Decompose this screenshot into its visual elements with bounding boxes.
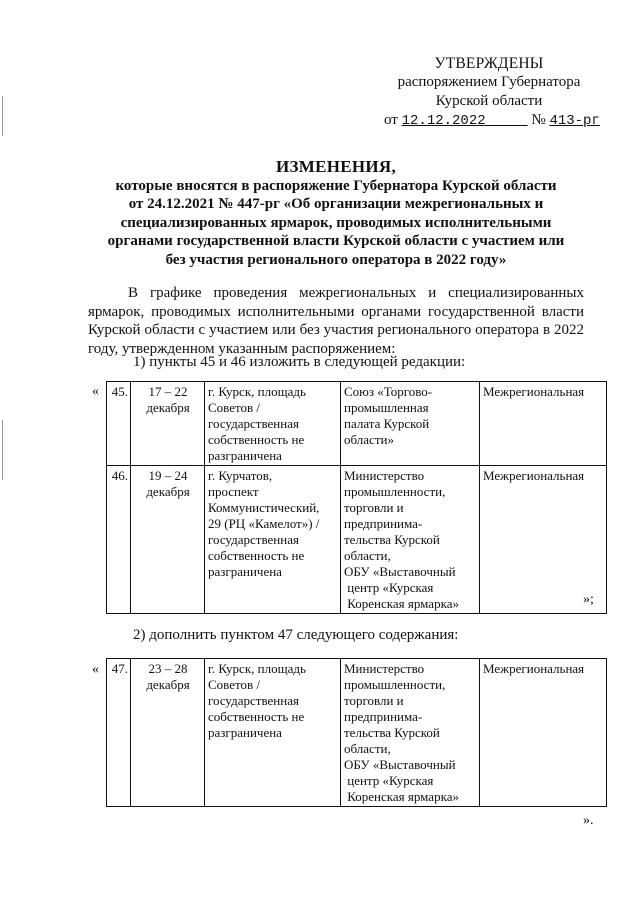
place-line: собственность не [208,432,305,447]
place-line: государственная [208,532,299,547]
open-quote: « [92,662,99,677]
row-date [131,382,205,466]
org-line: центр «Курская [344,580,434,595]
title-line: специализированных ярмарок, проводимых исполнительными [120,214,552,231]
row-date [131,466,205,614]
place-line: разграничена [208,564,282,579]
org-line: промышленности, [344,677,446,692]
org-line: области» [344,432,394,447]
title-line: органами государственной власти Курской области с участием или [107,233,565,249]
place-line: Советов / [208,400,261,415]
org-line: области, [344,741,391,756]
place-line: г. Курчатов, [208,468,273,483]
org-line: Коренская ярмарка» [344,596,459,611]
place-line: г. Курск, площадь [208,384,306,399]
approval-line: Курской области [435,93,543,109]
intro-paragraph: В графике проведения межрегиональных и специализированных ярмарок, проводимых исполнительными органами государственной власти Курской области с участием или без участия регионального оператора в 2022 году, утвержденном указанным распоряжением: [88,285,584,357]
org-line: области, [344,548,391,563]
date-month: декабря [146,484,190,499]
title-line: от 24.12.2021 № 447-рг «Об организации межрегиональных и [128,196,544,212]
org-line: ОБУ «Выставочный [344,564,456,579]
org-line: торговли и [344,693,404,708]
org-line: промышленности, [344,484,446,499]
scan-edge-mark [2,96,3,136]
org-line: палата Курской [344,416,430,431]
scan-edge-mark [2,420,3,480]
approval-heading: УТВЕРЖДЕНЫ [434,55,544,72]
org-line: торговли и [344,500,404,515]
row-fair-type: Межрегиональная [480,466,607,614]
date-range: 17 – 22 [148,384,188,399]
approval-date: 12.12.2022 [401,113,486,129]
row-date [131,659,205,807]
place-line: разграничена [208,725,282,740]
intro-text [88,284,584,358]
row-number: 45. [107,382,131,466]
row-organizer [341,382,480,466]
table-row [107,659,607,807]
number-label: № [531,112,546,128]
place-line: проспект [208,484,259,499]
approval-stamp-block [384,54,600,131]
row-place [205,659,341,807]
date-range: 23 – 28 [148,661,188,676]
row-fair-type: Межрегиональная [480,659,607,807]
approval-line: распоряжением Губернатора [397,74,581,90]
from-label: от [384,112,398,128]
place-line: собственность не [208,548,305,563]
place-line: г. Курск, площадь [208,661,306,676]
row-place [205,382,341,466]
approval-number: 413-рг [549,113,600,129]
place-line: разграничена [208,448,282,463]
close-quote: ». [583,813,594,828]
org-line: Министерство [344,468,425,483]
date-month: декабря [146,400,190,415]
place-line: 29 (РЦ «Камелот») / [208,516,320,531]
item-2-text: 2) дополнить пунктом 47 следующего содержания: [133,627,459,643]
title-heading: ИЗМЕНЕНИЯ, [275,157,397,176]
row-fair-type: Межрегиональная [480,382,607,466]
item-1-text: 1) пункты 45 и 46 изложить в следующей редакции: [133,354,466,370]
schedule-table-1 [106,381,607,614]
org-line: ОБУ «Выставочный [344,757,456,772]
row-number: 46. [107,466,131,614]
document-title [90,158,582,269]
date-range: 19 – 24 [148,468,188,483]
org-line: тельства Курской [344,532,440,547]
row-place [205,466,341,614]
org-line: центр «Курская [344,773,434,788]
open-quote: « [92,384,99,399]
org-line: предпринима- [344,516,423,531]
org-line: тельства Курской [344,725,440,740]
table-row [107,382,607,466]
place-line: Коммунистический, [208,500,320,515]
row-organizer [341,466,480,614]
row-number: 47. [107,659,131,807]
org-line: промышленная [344,400,429,415]
table-row [107,466,607,614]
date-month: декабря [146,677,190,692]
row-organizer [341,659,480,807]
approval-date-line [384,111,600,131]
place-line: государственная [208,693,299,708]
org-line: Коренская ярмарка» [344,789,459,804]
close-quote: »; [583,592,594,607]
org-line: Министерство [344,661,425,676]
title-line: которые вносятся в распоряжение Губернатора Курской области [115,177,557,194]
schedule-table-2 [106,658,607,807]
place-line: государственная [208,416,299,431]
org-line: Союз «Торгово- [344,384,433,399]
org-line: предпринима- [344,709,423,724]
place-line: Советов / [208,677,261,692]
place-line: собственность не [208,709,305,724]
title-line: без участия регионального оператора в 2022 году» [165,251,507,268]
